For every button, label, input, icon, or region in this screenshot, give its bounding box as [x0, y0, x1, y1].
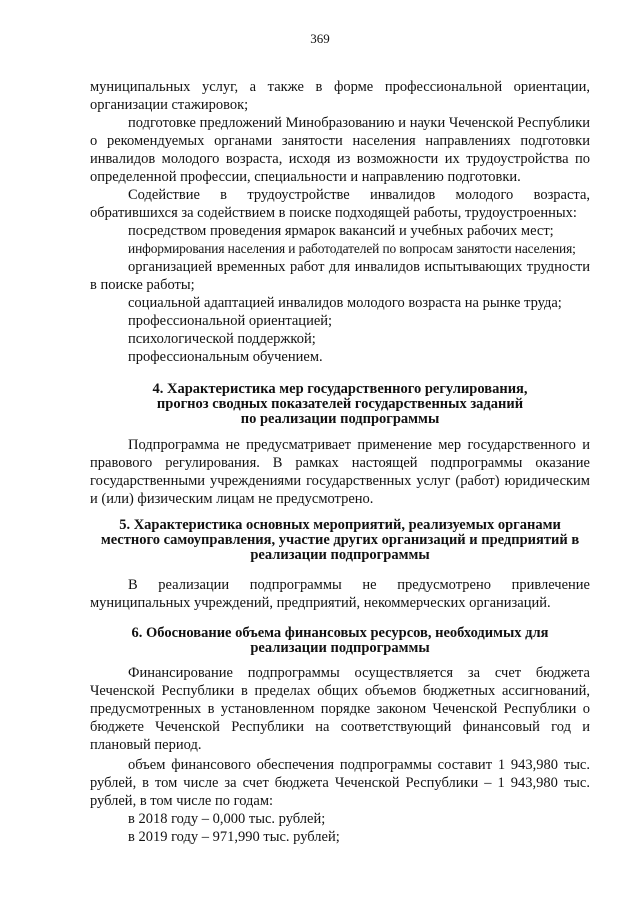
section-3-continuation: [90, 78, 590, 366]
list-item: психологической поддержкой;: [128, 331, 316, 347]
section-heading-line: реализации подпрограммы: [250, 547, 430, 563]
section-heading-line: по реализации подпрограммы: [240, 411, 440, 427]
list-item: посредством проведения ярмарок вакансий и учебных рабочих мест;: [128, 223, 554, 239]
paragraph: Финансирование подпрограммы осуществляется за счет бюджета Чеченской Республики в пределах общих объемов бюджетных ассигнований, предусмотренных в установленном порядке законом Чеченской Республики о бюджете Чеченской Республики на соответствующий финансовый год и плановый период.: [90, 665, 590, 753]
list-item: в 2018 году – 0,000 тыс. рублей;: [128, 811, 326, 827]
section-4-heading: [90, 382, 590, 427]
page-number: 369: [310, 31, 330, 46]
section-4-body: [90, 436, 590, 508]
section-heading-line: 4. Характеристика мер государственного регулирования,: [152, 381, 528, 397]
paragraph: объем финансового обеспечения подпрограммы составит 1 943,980 тыс. рублей, в том числе за счет бюджета Чеченской Республики – 1 943,980 тыс. рублей, в том числе по годам:: [90, 757, 590, 809]
section-6-body: [90, 664, 590, 846]
list-item: профессиональной ориентацией;: [128, 313, 333, 329]
section-heading-line: местного самоуправления, участие других организаций и предприятий в: [100, 532, 580, 548]
paragraph: Содействие в трудоустройстве инвалидов молодого возраста, обратившихся за содействием в поиске подходящей работы, трудоустроенных:: [90, 187, 590, 221]
section-6-heading: [90, 626, 590, 656]
section-5-heading: [90, 518, 590, 563]
list-item: в 2019 году – 971,990 тыс. рублей;: [128, 829, 340, 845]
paragraph: В реализации подпрограммы не предусмотрено привлечение муниципальных учреждений, предприятий, некоммерческих организаций.: [90, 577, 590, 611]
section-5-body: [90, 576, 590, 612]
section-heading-line: 6. Обоснование объема финансовых ресурсов, необходимых для: [131, 625, 549, 641]
list-item: организацией временных работ для инвалидов испытывающих трудности в поиске работы;: [90, 259, 590, 293]
list-item: информирования населения и работодателей по вопросам занятости населения;: [128, 241, 576, 256]
section-heading-line: 5. Характеристика основных мероприятий, реализуемых органами: [119, 517, 561, 533]
list-item: социальной адаптацией инвалидов молодого возраста на рынке труда;: [128, 295, 562, 311]
paragraph: подготовке предложений Минобразованию и науки Чеченской Республики о рекомендуемых органами занятости населения направлениях подготовки инвалидов молодого возраста, исходя из возможности их трудоустройства по определенной профессии, специальности и направлению подготовки.: [90, 115, 590, 185]
section-heading-line: прогноз сводных показателей государственных заданий: [156, 396, 524, 412]
section-heading-line: реализации подпрограммы: [250, 640, 430, 656]
list-item: профессиональным обучением.: [128, 349, 323, 365]
paragraph: Подпрограмма не предусматривает применение мер государственного и правового регулирования. В рамках настоящей подпрограммы оказание государственными учреждениями государственных услуг (работ) юридическим и (или) физическим лицам не предусмотрено.: [90, 437, 590, 507]
paragraph: муниципальных услуг, а также в форме профессиональной ориентации, организации стажировок;: [90, 79, 590, 113]
